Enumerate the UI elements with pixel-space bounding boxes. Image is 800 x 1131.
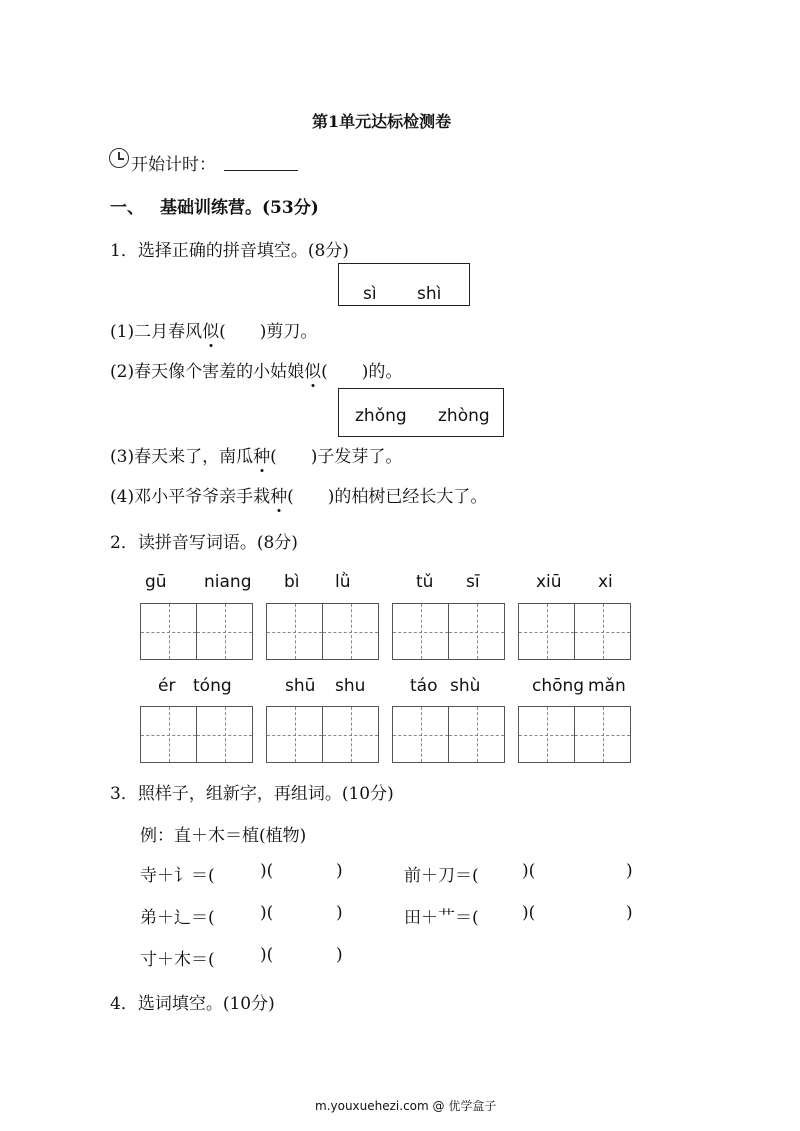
pinyin-word: mǎn <box>588 676 626 696</box>
writing-grid[interactable] <box>266 603 378 660</box>
footer-watermark: m.youxuehezi.com @ 优学盒子 <box>315 1099 497 1113</box>
q2-stem: 2．读拼音写词语。(8分) <box>110 533 298 553</box>
page-title: 第1单元达标检测卷 <box>312 112 452 131</box>
pinyin-word: bì <box>284 572 300 592</box>
q1-item-text: (3)春天来了，南瓜 <box>110 447 254 467</box>
grid-cell[interactable] <box>196 706 253 763</box>
pinyin-word: shu <box>335 676 366 696</box>
grid-cell[interactable] <box>140 603 197 660</box>
q1-stem: 1．选择正确的拼音填空。(8分) <box>110 241 349 261</box>
q3-left-2: 弟＋辶＝( <box>140 908 215 928</box>
grid-cell[interactable] <box>392 706 449 763</box>
pinyin-word: xi <box>598 572 613 592</box>
pinyin-choice-box-2 <box>338 388 504 437</box>
pinyin-choice-box-1 <box>338 263 470 306</box>
q1-item-answer-blank[interactable]: ( )子发芽了。 <box>270 447 403 467</box>
q1-item-answer-blank[interactable]: ( )的。 <box>321 362 403 382</box>
q1-dotted-char: 种 <box>253 442 270 467</box>
writing-grid[interactable] <box>140 603 252 660</box>
q1-item-text: (4)邓小平爷爷亲手栽 <box>110 487 271 507</box>
q3-blank-sep[interactable]: )( <box>522 861 536 881</box>
q3-blank-close[interactable]: ) <box>336 861 343 881</box>
grid-cell[interactable] <box>448 706 505 763</box>
q3-blank-sep[interactable]: )( <box>260 945 274 965</box>
q1-item-2 <box>110 357 402 382</box>
q3-left-1: 寺＋讠＝( <box>140 866 215 886</box>
grid-cell[interactable] <box>266 603 323 660</box>
q1-item-text: (1)二月春风 <box>110 322 203 342</box>
q1-dotted-char: 种 <box>270 482 287 507</box>
q1-item-answer-blank[interactable]: ( )的柏树已经长大了。 <box>287 487 488 507</box>
pinyin-word: niang <box>204 572 252 592</box>
pinyin-word: táo <box>410 676 438 696</box>
q3-left-3: 寸＋木＝( <box>140 950 215 970</box>
q1-item-answer-blank[interactable]: ( )剪刀。 <box>219 322 318 342</box>
q3-example: 例：直＋木＝植(植物) <box>140 826 307 846</box>
pinyin-word: gū <box>145 572 167 592</box>
timer-blank[interactable] <box>224 170 298 171</box>
pinyin-option: sì <box>363 284 377 304</box>
section1-heading: 基础训练营。(53分) <box>160 198 319 218</box>
grid-cell[interactable] <box>322 706 379 763</box>
q3-blank-sep[interactable]: )( <box>260 861 274 881</box>
q1-dotted-char: 似 <box>202 317 219 342</box>
grid-cell[interactable] <box>140 706 197 763</box>
grid-cell[interactable] <box>448 603 505 660</box>
pinyin-word: tóng <box>193 676 232 696</box>
writing-grid[interactable] <box>518 603 630 660</box>
writing-grid[interactable] <box>392 603 504 660</box>
q3-stem: 3．照样子，组新字，再组词。(10分) <box>110 784 394 804</box>
pinyin-word: sī <box>466 572 480 592</box>
pinyin-word: chōng <box>532 676 585 696</box>
q1-item-text: (2)春天像个害羞的小姑娘 <box>110 362 305 382</box>
clock-icon <box>109 148 129 168</box>
q1-item-3 <box>110 442 402 467</box>
q3-blank-sep[interactable]: )( <box>522 903 536 923</box>
pinyin-word: shù <box>450 676 481 696</box>
writing-grid[interactable] <box>140 706 252 763</box>
q3-blank-sep[interactable]: )( <box>260 903 274 923</box>
writing-grid[interactable] <box>392 706 504 763</box>
grid-cell[interactable] <box>518 603 575 660</box>
q1-dotted-char: 似 <box>304 357 321 382</box>
section1-label: 一、 <box>110 198 144 218</box>
pinyin-word: xiū <box>536 572 562 592</box>
q1-item-4 <box>110 482 487 507</box>
q4-stem: 4．选词填空。(10分) <box>110 994 275 1014</box>
q3-blank-close[interactable]: ) <box>336 945 343 965</box>
pinyin-option: shì <box>417 284 442 304</box>
pinyin-option: zhǒng <box>355 406 407 426</box>
grid-cell[interactable] <box>196 603 253 660</box>
pinyin-word: tǔ <box>416 572 434 592</box>
q3-blank-close[interactable]: ) <box>336 903 343 923</box>
timer-label: 开始计时： <box>131 155 216 175</box>
writing-grid[interactable] <box>266 706 378 763</box>
grid-cell[interactable] <box>574 706 631 763</box>
grid-cell[interactable] <box>574 603 631 660</box>
q1-item-1 <box>110 317 317 342</box>
pinyin-word: lǜ <box>335 572 351 592</box>
grid-cell[interactable] <box>518 706 575 763</box>
q3-blank-close[interactable]: ) <box>626 903 633 923</box>
grid-cell[interactable] <box>322 603 379 660</box>
grid-cell[interactable] <box>392 603 449 660</box>
pinyin-word: shū <box>285 676 316 696</box>
q3-blank-close[interactable]: ) <box>626 861 633 881</box>
pinyin-word: ér <box>158 676 176 696</box>
q3-right-1: 前＋刀＝( <box>404 866 479 886</box>
grid-cell[interactable] <box>266 706 323 763</box>
pinyin-option: zhòng <box>438 406 490 426</box>
q3-right-2: 田＋艹＝( <box>404 908 479 928</box>
writing-grid[interactable] <box>518 706 630 763</box>
